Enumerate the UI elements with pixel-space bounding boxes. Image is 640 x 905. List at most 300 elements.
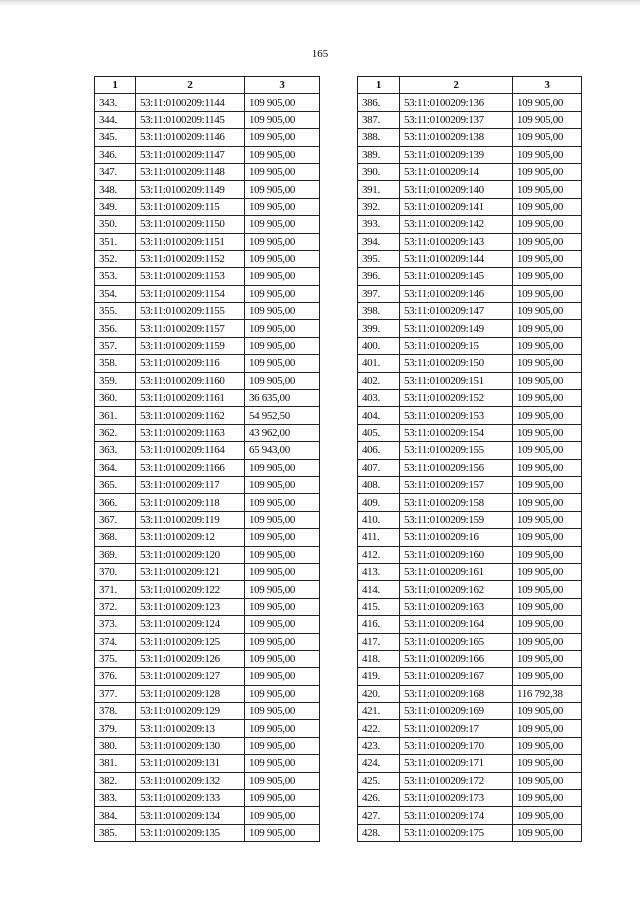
table-row xyxy=(358,129,582,146)
row-number: 406. xyxy=(358,442,400,459)
table-row xyxy=(358,824,582,841)
row-number: 401. xyxy=(358,355,400,372)
cadastral-number: 53:11:0100209:118 xyxy=(136,494,245,511)
header-row xyxy=(95,77,320,94)
table-row xyxy=(95,94,320,111)
cadastral-value: 109 905,00 xyxy=(245,320,320,337)
cadastral-number: 53:11:0100209:1154 xyxy=(136,285,245,302)
row-number: 379. xyxy=(95,720,136,737)
cadastral-value: 109 905,00 xyxy=(513,198,582,215)
cadastral-number: 53:11:0100209:156 xyxy=(400,459,513,476)
row-number: 367. xyxy=(95,511,136,528)
row-number: 348. xyxy=(95,181,136,198)
cadastral-number: 53:11:0100209:144 xyxy=(400,250,513,267)
cadastral-value: 109 905,00 xyxy=(513,546,582,563)
row-number: 427. xyxy=(358,807,400,824)
cadastral-value: 109 905,00 xyxy=(513,668,582,685)
row-number: 404. xyxy=(358,407,400,424)
table-row xyxy=(95,616,320,633)
row-number: 351. xyxy=(95,233,136,250)
row-number: 373. xyxy=(95,616,136,633)
row-number: 362. xyxy=(95,424,136,441)
cadastral-value: 109 905,00 xyxy=(245,459,320,476)
header-row xyxy=(358,77,582,94)
cadastral-value: 109 905,00 xyxy=(245,755,320,772)
cadastral-number: 53:11:0100209:160 xyxy=(400,546,513,563)
table-row xyxy=(95,633,320,650)
table-row xyxy=(358,285,582,302)
cadastral-number: 53:11:0100209:131 xyxy=(136,755,245,772)
table-row xyxy=(95,390,320,407)
cadastral-value: 109 905,00 xyxy=(513,755,582,772)
table-row xyxy=(358,807,582,824)
cadastral-value: 109 905,00 xyxy=(245,598,320,615)
cadastral-value: 109 905,00 xyxy=(245,737,320,754)
row-number: 359. xyxy=(95,372,136,389)
cadastral-value: 109 905,00 xyxy=(513,772,582,789)
table-row xyxy=(358,390,582,407)
cadastral-value: 109 905,00 xyxy=(513,790,582,807)
cadastral-number: 53:11:0100209:15 xyxy=(400,337,513,354)
cadastral-value: 109 905,00 xyxy=(245,355,320,372)
row-number: 390. xyxy=(358,163,400,180)
cadastral-number: 53:11:0100209:132 xyxy=(136,772,245,789)
cadastral-value: 109 905,00 xyxy=(513,598,582,615)
table-row xyxy=(358,407,582,424)
cadastral-value: 109 905,00 xyxy=(513,650,582,667)
table-row xyxy=(358,650,582,667)
cadastral-value: 109 905,00 xyxy=(513,233,582,250)
row-number: 371. xyxy=(95,581,136,598)
table-row xyxy=(95,668,320,685)
cadastral-number: 53:11:0100209:1153 xyxy=(136,268,245,285)
cadastral-value: 109 905,00 xyxy=(513,529,582,546)
cadastral-value: 109 905,00 xyxy=(513,216,582,233)
cadastral-value: 109 905,00 xyxy=(245,772,320,789)
cadastral-number: 53:11:0100209:157 xyxy=(400,476,513,493)
cadastral-number: 53:11:0100209:1164 xyxy=(136,442,245,459)
cadastral-value: 109 905,00 xyxy=(513,94,582,111)
table-row xyxy=(95,337,320,354)
column-header-number: 1 xyxy=(358,77,400,94)
table-row xyxy=(358,442,582,459)
row-number: 403. xyxy=(358,390,400,407)
row-number: 385. xyxy=(95,824,136,841)
table-row xyxy=(95,146,320,163)
cadastral-value: 109 905,00 xyxy=(245,685,320,702)
row-number: 375. xyxy=(95,650,136,667)
column-header-cadastral: 2 xyxy=(136,77,245,94)
table-row xyxy=(358,581,582,598)
table-row xyxy=(95,216,320,233)
cadastral-number: 53:11:0100209:135 xyxy=(136,824,245,841)
column-header-value: 3 xyxy=(245,77,320,94)
cadastral-value: 109 905,00 xyxy=(245,668,320,685)
cadastral-number: 53:11:0100209:119 xyxy=(136,511,245,528)
table-row xyxy=(358,511,582,528)
row-number: 397. xyxy=(358,285,400,302)
row-number: 410. xyxy=(358,511,400,528)
table-row xyxy=(95,111,320,128)
row-number: 402. xyxy=(358,372,400,389)
row-number: 356. xyxy=(95,320,136,337)
row-number: 358. xyxy=(95,355,136,372)
row-number: 360. xyxy=(95,390,136,407)
cadastral-number: 53:11:0100209:126 xyxy=(136,650,245,667)
column-header-cadastral: 2 xyxy=(400,77,513,94)
cadastral-number: 53:11:0100209:130 xyxy=(136,737,245,754)
table-row xyxy=(95,581,320,598)
cadastral-number: 53:11:0100209:174 xyxy=(400,807,513,824)
row-number: 407. xyxy=(358,459,400,476)
cadastral-number: 53:11:0100209:152 xyxy=(400,390,513,407)
cadastral-value: 109 905,00 xyxy=(245,511,320,528)
row-number: 418. xyxy=(358,650,400,667)
table-row xyxy=(95,703,320,720)
cadastral-value: 109 905,00 xyxy=(245,216,320,233)
cadastral-value: 109 905,00 xyxy=(513,494,582,511)
row-number: 414. xyxy=(358,581,400,598)
row-number: 413. xyxy=(358,563,400,580)
table-row xyxy=(95,250,320,267)
cadastral-number: 53:11:0100209:139 xyxy=(400,146,513,163)
row-number: 400. xyxy=(358,337,400,354)
cadastral-value: 109 905,00 xyxy=(245,285,320,302)
cadastral-value: 36 635,00 xyxy=(245,390,320,407)
cadastral-number: 53:11:0100209:125 xyxy=(136,633,245,650)
cadastral-value: 109 905,00 xyxy=(513,355,582,372)
table-row xyxy=(358,476,582,493)
row-number: 425. xyxy=(358,772,400,789)
row-number: 352. xyxy=(95,250,136,267)
cadastral-number: 53:11:0100209:1149 xyxy=(136,181,245,198)
row-number: 386. xyxy=(358,94,400,111)
cadastral-value: 109 905,00 xyxy=(513,390,582,407)
cadastral-number: 53:11:0100209:169 xyxy=(400,703,513,720)
table-row xyxy=(95,198,320,215)
table-row xyxy=(358,546,582,563)
cadastral-value: 109 905,00 xyxy=(245,181,320,198)
cadastral-value: 109 905,00 xyxy=(245,372,320,389)
cadastral-value: 109 905,00 xyxy=(245,616,320,633)
row-number: 364. xyxy=(95,459,136,476)
cadastral-value: 109 905,00 xyxy=(245,650,320,667)
row-number: 412. xyxy=(358,546,400,563)
row-number: 426. xyxy=(358,790,400,807)
cadastral-number: 53:11:0100209:1161 xyxy=(136,390,245,407)
right-table xyxy=(357,76,582,842)
table-row xyxy=(358,459,582,476)
row-number: 411. xyxy=(358,529,400,546)
row-number: 416. xyxy=(358,616,400,633)
cadastral-value: 109 905,00 xyxy=(245,129,320,146)
cadastral-number: 53:11:0100209:146 xyxy=(400,285,513,302)
cadastral-number: 53:11:0100209:116 xyxy=(136,355,245,372)
table-row xyxy=(95,129,320,146)
row-number: 353. xyxy=(95,268,136,285)
table-row xyxy=(358,772,582,789)
cadastral-number: 53:11:0100209:142 xyxy=(400,216,513,233)
table-row xyxy=(95,529,320,546)
table-row xyxy=(95,755,320,772)
table-row xyxy=(95,720,320,737)
table-row xyxy=(95,598,320,615)
cadastral-number: 53:11:0100209:133 xyxy=(136,790,245,807)
table-row xyxy=(358,337,582,354)
row-number: 363. xyxy=(95,442,136,459)
table-row xyxy=(95,372,320,389)
row-number: 354. xyxy=(95,285,136,302)
cadastral-value: 109 905,00 xyxy=(245,494,320,511)
cadastral-number: 53:11:0100209:1144 xyxy=(136,94,245,111)
cadastral-value: 109 905,00 xyxy=(245,563,320,580)
row-number: 378. xyxy=(95,703,136,720)
cadastral-number: 53:11:0100209:172 xyxy=(400,772,513,789)
cadastral-number: 53:11:0100209:1145 xyxy=(136,111,245,128)
table-row xyxy=(358,216,582,233)
row-number: 398. xyxy=(358,303,400,320)
table-row xyxy=(95,407,320,424)
cadastral-value: 109 905,00 xyxy=(245,250,320,267)
cadastral-number: 53:11:0100209:1162 xyxy=(136,407,245,424)
row-number: 392. xyxy=(358,198,400,215)
cadastral-number: 53:11:0100209:167 xyxy=(400,668,513,685)
table-row xyxy=(95,181,320,198)
table-row xyxy=(358,372,582,389)
table-row xyxy=(95,303,320,320)
cadastral-number: 53:11:0100209:1157 xyxy=(136,320,245,337)
cadastral-number: 53:11:0100209:175 xyxy=(400,824,513,841)
table-row xyxy=(95,233,320,250)
row-number: 382. xyxy=(95,772,136,789)
cadastral-number: 53:11:0100209:165 xyxy=(400,633,513,650)
row-number: 422. xyxy=(358,720,400,737)
cadastral-value: 109 905,00 xyxy=(245,163,320,180)
cadastral-number: 53:11:0100209:123 xyxy=(136,598,245,615)
table-row xyxy=(95,494,320,511)
row-number: 419. xyxy=(358,668,400,685)
cadastral-value: 109 905,00 xyxy=(245,633,320,650)
cadastral-number: 53:11:0100209:1147 xyxy=(136,146,245,163)
table-row xyxy=(358,598,582,615)
row-number: 381. xyxy=(95,755,136,772)
table-row xyxy=(358,163,582,180)
row-number: 396. xyxy=(358,268,400,285)
table-row xyxy=(95,546,320,563)
table-row xyxy=(358,668,582,685)
cadastral-number: 53:11:0100209:143 xyxy=(400,233,513,250)
cadastral-number: 53:11:0100209:128 xyxy=(136,685,245,702)
cadastral-number: 53:11:0100209:16 xyxy=(400,529,513,546)
row-number: 399. xyxy=(358,320,400,337)
cadastral-value: 109 905,00 xyxy=(513,442,582,459)
cadastral-value: 109 905,00 xyxy=(513,807,582,824)
left-table xyxy=(94,76,320,842)
cadastral-number: 53:11:0100209:17 xyxy=(400,720,513,737)
cadastral-value: 109 905,00 xyxy=(513,268,582,285)
table-row xyxy=(358,494,582,511)
table-row xyxy=(95,685,320,702)
cadastral-number: 53:11:0100209:1155 xyxy=(136,303,245,320)
row-number: 372. xyxy=(95,598,136,615)
cadastral-value: 116 792,38 xyxy=(513,685,582,702)
cadastral-number: 53:11:0100209:121 xyxy=(136,563,245,580)
cadastral-value: 109 905,00 xyxy=(245,790,320,807)
cadastral-value: 109 905,00 xyxy=(245,268,320,285)
row-number: 368. xyxy=(95,529,136,546)
cadastral-number: 53:11:0100209:117 xyxy=(136,476,245,493)
cadastral-value: 109 905,00 xyxy=(513,616,582,633)
cadastral-value: 109 905,00 xyxy=(513,320,582,337)
cadastral-number: 53:11:0100209:129 xyxy=(136,703,245,720)
table-row xyxy=(358,111,582,128)
cadastral-value: 109 905,00 xyxy=(513,337,582,354)
cadastral-number: 53:11:0100209:171 xyxy=(400,755,513,772)
cadastral-value: 109 905,00 xyxy=(513,146,582,163)
cadastral-value: 109 905,00 xyxy=(245,111,320,128)
table-row xyxy=(358,146,582,163)
cadastral-value: 109 905,00 xyxy=(513,285,582,302)
row-number: 391. xyxy=(358,181,400,198)
cadastral-number: 53:11:0100209:153 xyxy=(400,407,513,424)
cadastral-number: 53:11:0100209:1152 xyxy=(136,250,245,267)
cadastral-number: 53:11:0100209:122 xyxy=(136,581,245,598)
row-number: 395. xyxy=(358,250,400,267)
cadastral-number: 53:11:0100209:154 xyxy=(400,424,513,441)
cadastral-number: 53:11:0100209:13 xyxy=(136,720,245,737)
cadastral-value: 109 905,00 xyxy=(245,198,320,215)
cadastral-value: 109 905,00 xyxy=(245,337,320,354)
row-number: 343. xyxy=(95,94,136,111)
table-row xyxy=(358,181,582,198)
row-number: 384. xyxy=(95,807,136,824)
table-row xyxy=(95,807,320,824)
table-row xyxy=(358,94,582,111)
cadastral-number: 53:11:0100209:136 xyxy=(400,94,513,111)
table-row xyxy=(358,529,582,546)
cadastral-number: 53:11:0100209:140 xyxy=(400,181,513,198)
row-number: 389. xyxy=(358,146,400,163)
table-row xyxy=(95,790,320,807)
cadastral-value: 109 905,00 xyxy=(245,303,320,320)
table-row xyxy=(95,772,320,789)
cadastral-value: 109 905,00 xyxy=(245,807,320,824)
cadastral-number: 53:11:0100209:164 xyxy=(400,616,513,633)
table-row xyxy=(358,720,582,737)
table-row xyxy=(358,268,582,285)
row-number: 383. xyxy=(95,790,136,807)
row-number: 374. xyxy=(95,633,136,650)
table-row xyxy=(95,424,320,441)
cadastral-value: 109 905,00 xyxy=(513,824,582,841)
table-row xyxy=(95,285,320,302)
cadastral-number: 53:11:0100209:166 xyxy=(400,650,513,667)
cadastral-value: 109 905,00 xyxy=(513,250,582,267)
row-number: 366. xyxy=(95,494,136,511)
row-number: 376. xyxy=(95,668,136,685)
row-number: 346. xyxy=(95,146,136,163)
cadastral-value: 109 905,00 xyxy=(245,233,320,250)
row-number: 387. xyxy=(358,111,400,128)
row-number: 409. xyxy=(358,494,400,511)
cadastral-number: 53:11:0100209:138 xyxy=(400,129,513,146)
cadastral-value: 109 905,00 xyxy=(513,737,582,754)
cadastral-number: 53:11:0100209:120 xyxy=(136,546,245,563)
cadastral-value: 109 905,00 xyxy=(513,511,582,528)
cadastral-number: 53:11:0100209:1159 xyxy=(136,337,245,354)
table-row xyxy=(95,268,320,285)
cadastral-number: 53:11:0100209:159 xyxy=(400,511,513,528)
table-row xyxy=(95,824,320,841)
row-number: 420. xyxy=(358,685,400,702)
cadastral-number: 53:11:0100209:137 xyxy=(400,111,513,128)
cadastral-value: 109 905,00 xyxy=(513,372,582,389)
cadastral-value: 109 905,00 xyxy=(513,111,582,128)
cadastral-number: 53:11:0100209:1166 xyxy=(136,459,245,476)
table-row xyxy=(358,790,582,807)
cadastral-number: 53:11:0100209:12 xyxy=(136,529,245,546)
row-number: 365. xyxy=(95,476,136,493)
cadastral-number: 53:11:0100209:1150 xyxy=(136,216,245,233)
table-row xyxy=(358,355,582,372)
cadastral-value: 109 905,00 xyxy=(245,581,320,598)
row-number: 345. xyxy=(95,129,136,146)
cadastral-value: 109 905,00 xyxy=(513,581,582,598)
cadastral-number: 53:11:0100209:161 xyxy=(400,563,513,580)
row-number: 350. xyxy=(95,216,136,233)
column-header-number: 1 xyxy=(95,77,136,94)
table-row xyxy=(95,476,320,493)
cadastral-value: 109 905,00 xyxy=(245,720,320,737)
row-number: 357. xyxy=(95,337,136,354)
cadastral-number: 53:11:0100209:14 xyxy=(400,163,513,180)
cadastral-value: 54 952,50 xyxy=(245,407,320,424)
cadastral-value: 109 905,00 xyxy=(513,703,582,720)
cadastral-value: 109 905,00 xyxy=(513,720,582,737)
cadastral-number: 53:11:0100209:162 xyxy=(400,581,513,598)
scan-edge xyxy=(0,0,640,6)
table-row xyxy=(358,233,582,250)
cadastral-value: 109 905,00 xyxy=(245,529,320,546)
cadastral-number: 53:11:0100209:173 xyxy=(400,790,513,807)
row-number: 344. xyxy=(95,111,136,128)
row-number: 415. xyxy=(358,598,400,615)
table-row xyxy=(358,563,582,580)
table-row xyxy=(358,616,582,633)
cadastral-number: 53:11:0100209:1146 xyxy=(136,129,245,146)
row-number: 377. xyxy=(95,685,136,702)
table-row xyxy=(358,755,582,772)
table-row xyxy=(358,737,582,754)
cadastral-value: 109 905,00 xyxy=(513,129,582,146)
table-row xyxy=(95,459,320,476)
table-row xyxy=(95,650,320,667)
table-row xyxy=(358,303,582,320)
row-number: 393. xyxy=(358,216,400,233)
row-number: 355. xyxy=(95,303,136,320)
column-header-value: 3 xyxy=(513,77,582,94)
table-row xyxy=(358,250,582,267)
cadastral-number: 53:11:0100209:158 xyxy=(400,494,513,511)
cadastral-number: 53:11:0100209:115 xyxy=(136,198,245,215)
cadastral-number: 53:11:0100209:149 xyxy=(400,320,513,337)
cadastral-value: 109 905,00 xyxy=(513,476,582,493)
row-number: 417. xyxy=(358,633,400,650)
table-row xyxy=(95,163,320,180)
cadastral-number: 53:11:0100209:147 xyxy=(400,303,513,320)
cadastral-number: 53:11:0100209:170 xyxy=(400,737,513,754)
cadastral-value: 109 905,00 xyxy=(245,824,320,841)
